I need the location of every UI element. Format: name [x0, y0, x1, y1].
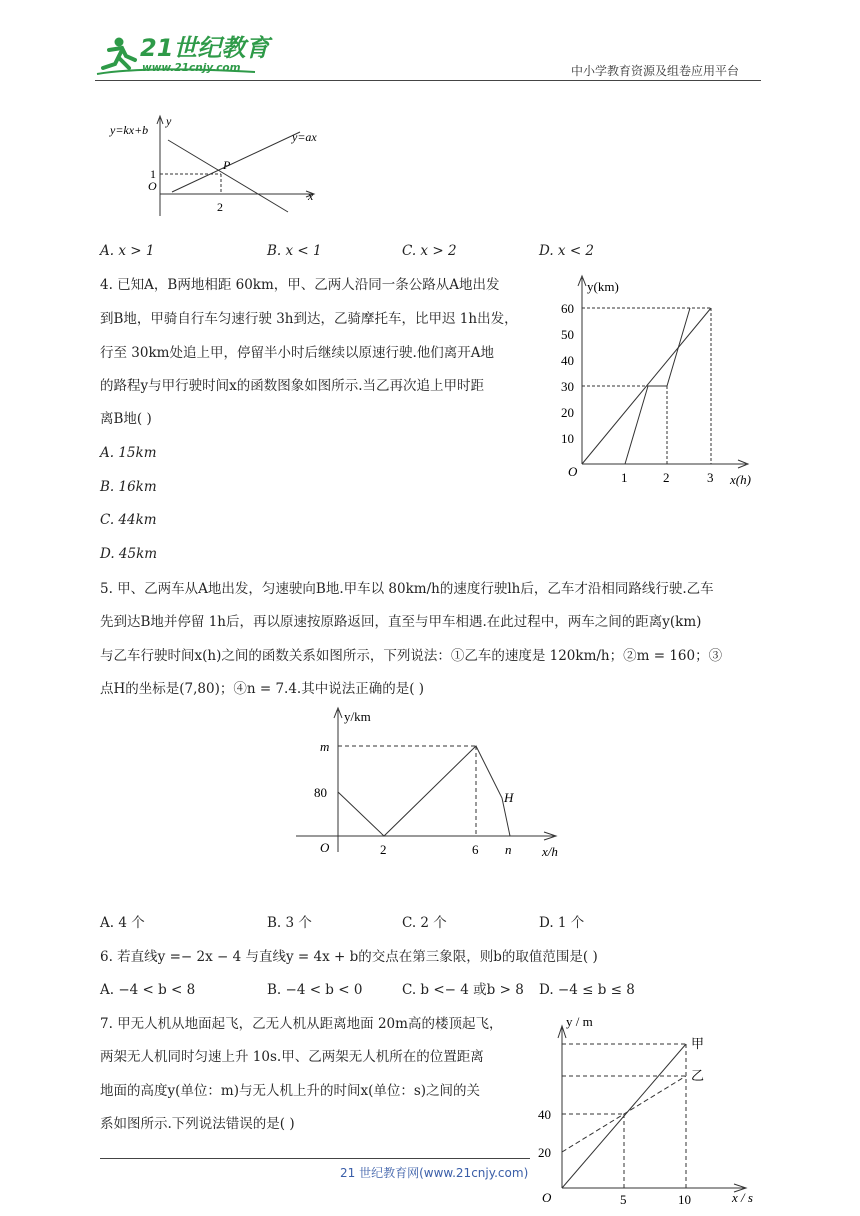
fig7-ylabel: y / m — [566, 1014, 593, 1029]
fig5-label-m: m — [320, 739, 330, 754]
figure-q7 — [534, 1010, 774, 1216]
figure-q5 — [292, 702, 572, 862]
figure-q3 — [100, 110, 340, 220]
fig7-label-jia: 甲 — [691, 1036, 705, 1051]
q5-line-3: 与乙车行驶时间x(h)之间的函数关系如图所示，下列说法：①乙车的速度是 120km/h；②m = 160；③ — [100, 648, 723, 664]
q5-option-b[interactable]: B. 3 个 — [267, 915, 312, 931]
fig4-xtick-3: 3 — [707, 470, 714, 485]
q6-option-a[interactable]: A. −4 < b < 8 — [100, 982, 196, 998]
fig5-xtick-2: 2 — [380, 842, 387, 857]
logo-title: 21世纪教育 — [140, 34, 270, 62]
q4-option-d[interactable]: D. 45km — [100, 546, 158, 562]
fig4-xlabel: x(h) — [730, 472, 751, 487]
q3-option-d[interactable]: D. x < 2 — [539, 243, 595, 259]
header-rule — [95, 80, 761, 81]
fig4-ytick-60: 60 — [561, 301, 574, 316]
fig5-xtick-n: n — [505, 842, 512, 857]
q4-option-c[interactable]: C. 44km — [100, 512, 157, 528]
q4-line-2: 到B地，甲骑自行车匀速行驶 3h到达，乙骑摩托车，比甲迟 1h出发， — [100, 311, 518, 327]
q7-line-1: 7. 甲无人机从地面起飞，乙无人机从距离地面 20m高的楼顶起飞， — [100, 1016, 503, 1032]
fig5-origin: O — [320, 840, 330, 855]
q5-option-a[interactable]: A. 4 个 — [100, 915, 145, 931]
q4-line-1: 4. 已知A，B两地相距 60km，甲、乙两人沿同一条公路从A地出发 — [100, 277, 500, 293]
fig4-ytick-10: 10 — [561, 431, 574, 446]
fig4-ytick-40: 40 — [561, 353, 574, 368]
fig7-xtick-10: 10 — [678, 1192, 691, 1207]
fig4-xtick-1: 1 — [621, 470, 628, 485]
q4-line-4: 的路程y与甲行驶时间x的函数图象如图所示.当乙再次追上甲时距 — [100, 378, 485, 394]
logo-url: www.21cnjy.com — [142, 62, 241, 74]
fig4-ylabel: y(km) — [587, 279, 619, 294]
fig4-ytick-50: 50 — [561, 327, 574, 342]
q3-option-a[interactable]: A. x > 1 — [100, 243, 155, 259]
origin-label: O — [148, 179, 157, 193]
q5-line-2: 先到达B地并停留 1h后，再以原速按原路返回，直至与甲车相遇.在此过程中，两车之间的距离y(km) — [100, 614, 702, 630]
q7-line-4: 系如图所示.下列说法错误的是( ) — [100, 1116, 295, 1132]
q5-option-d[interactable]: D. 1 个 — [539, 915, 585, 931]
fig5-xtick-6: 6 — [472, 842, 479, 857]
q4-line-3: 行至 30km处追上甲，停留半小时后继续以原速行驶.他们离开A地 — [100, 345, 494, 361]
q5-line-1: 5. 甲、乙两车从A地出发，匀速驶向B地.甲车以 80km/h的速度行驶lh后，乙车才沿相同路线行驶.乙车 — [100, 581, 714, 597]
q5-option-c[interactable]: C. 2 个 — [402, 915, 447, 931]
q4-option-b[interactable]: B. 16km — [100, 479, 157, 495]
fig7-ytick-20: 20 — [538, 1145, 551, 1160]
fig4-ytick-30: 30 — [561, 379, 574, 394]
figure-q4 — [556, 270, 766, 492]
fig5-label-h: H — [504, 790, 514, 805]
fig4-xtick-2: 2 — [663, 470, 670, 485]
q4-line-5: 离B地( ) — [100, 411, 152, 427]
fig7-xlabel: x / s — [732, 1190, 753, 1205]
footer-rule — [100, 1158, 530, 1159]
fig5-ylabel: y/km — [344, 709, 371, 724]
q3-option-b[interactable]: B. x < 1 — [267, 243, 322, 259]
q4-option-a[interactable]: A. 15km — [100, 445, 157, 461]
q7-line-2: 两架无人机同时匀速上升 10s.甲、乙两架无人机所在的位置距离 — [100, 1049, 484, 1065]
tick-2: 2 — [217, 200, 223, 214]
fig7-origin: O — [542, 1190, 552, 1205]
fig5-xlabel: x/h — [542, 844, 558, 859]
fig4-ytick-20: 20 — [561, 405, 574, 420]
header-right-text: 中小学教育资源及组卷应用平台 — [571, 64, 740, 78]
footer-text[interactable]: 21 世纪教育网(www.21cnjy.com) — [340, 1166, 529, 1180]
fig7-label-yi: 乙 — [691, 1068, 705, 1083]
fig7-xtick-5: 5 — [620, 1192, 627, 1207]
fig5-label-80: 80 — [314, 785, 327, 800]
q5-line-4: 点H的坐标是(7,80)；④n = 7.4.其中说法正确的是( ) — [100, 681, 425, 697]
label-ax: y=ax — [292, 130, 317, 144]
fig4-origin: O — [568, 464, 578, 479]
q6-option-b[interactable]: B. −4 < b < 0 — [267, 982, 363, 998]
axis-label-y: y — [166, 114, 172, 128]
q7-line-3: 地面的高度y(单位：m)与无人机上升的时间x(单位：s)之间的关 — [100, 1083, 481, 1099]
point-p-label: P — [223, 158, 231, 172]
tick-1: 1 — [150, 167, 156, 181]
fig7-ytick-40: 40 — [538, 1107, 551, 1122]
q6-option-d[interactable]: D. −4 ≤ b ≤ 8 — [539, 982, 635, 998]
q6-question: 6. 若直线y =− 2x − 4 与直线y = 4x + b的交点在第三象限，则b的取值范围是( ) — [100, 949, 598, 965]
label-kxb: y=kx+b — [110, 123, 149, 137]
axis-label-x: x — [308, 189, 314, 203]
q6-option-c[interactable]: C. b <− 4 或b > 8 — [402, 982, 524, 998]
q3-option-c[interactable]: C. x > 2 — [402, 243, 457, 259]
